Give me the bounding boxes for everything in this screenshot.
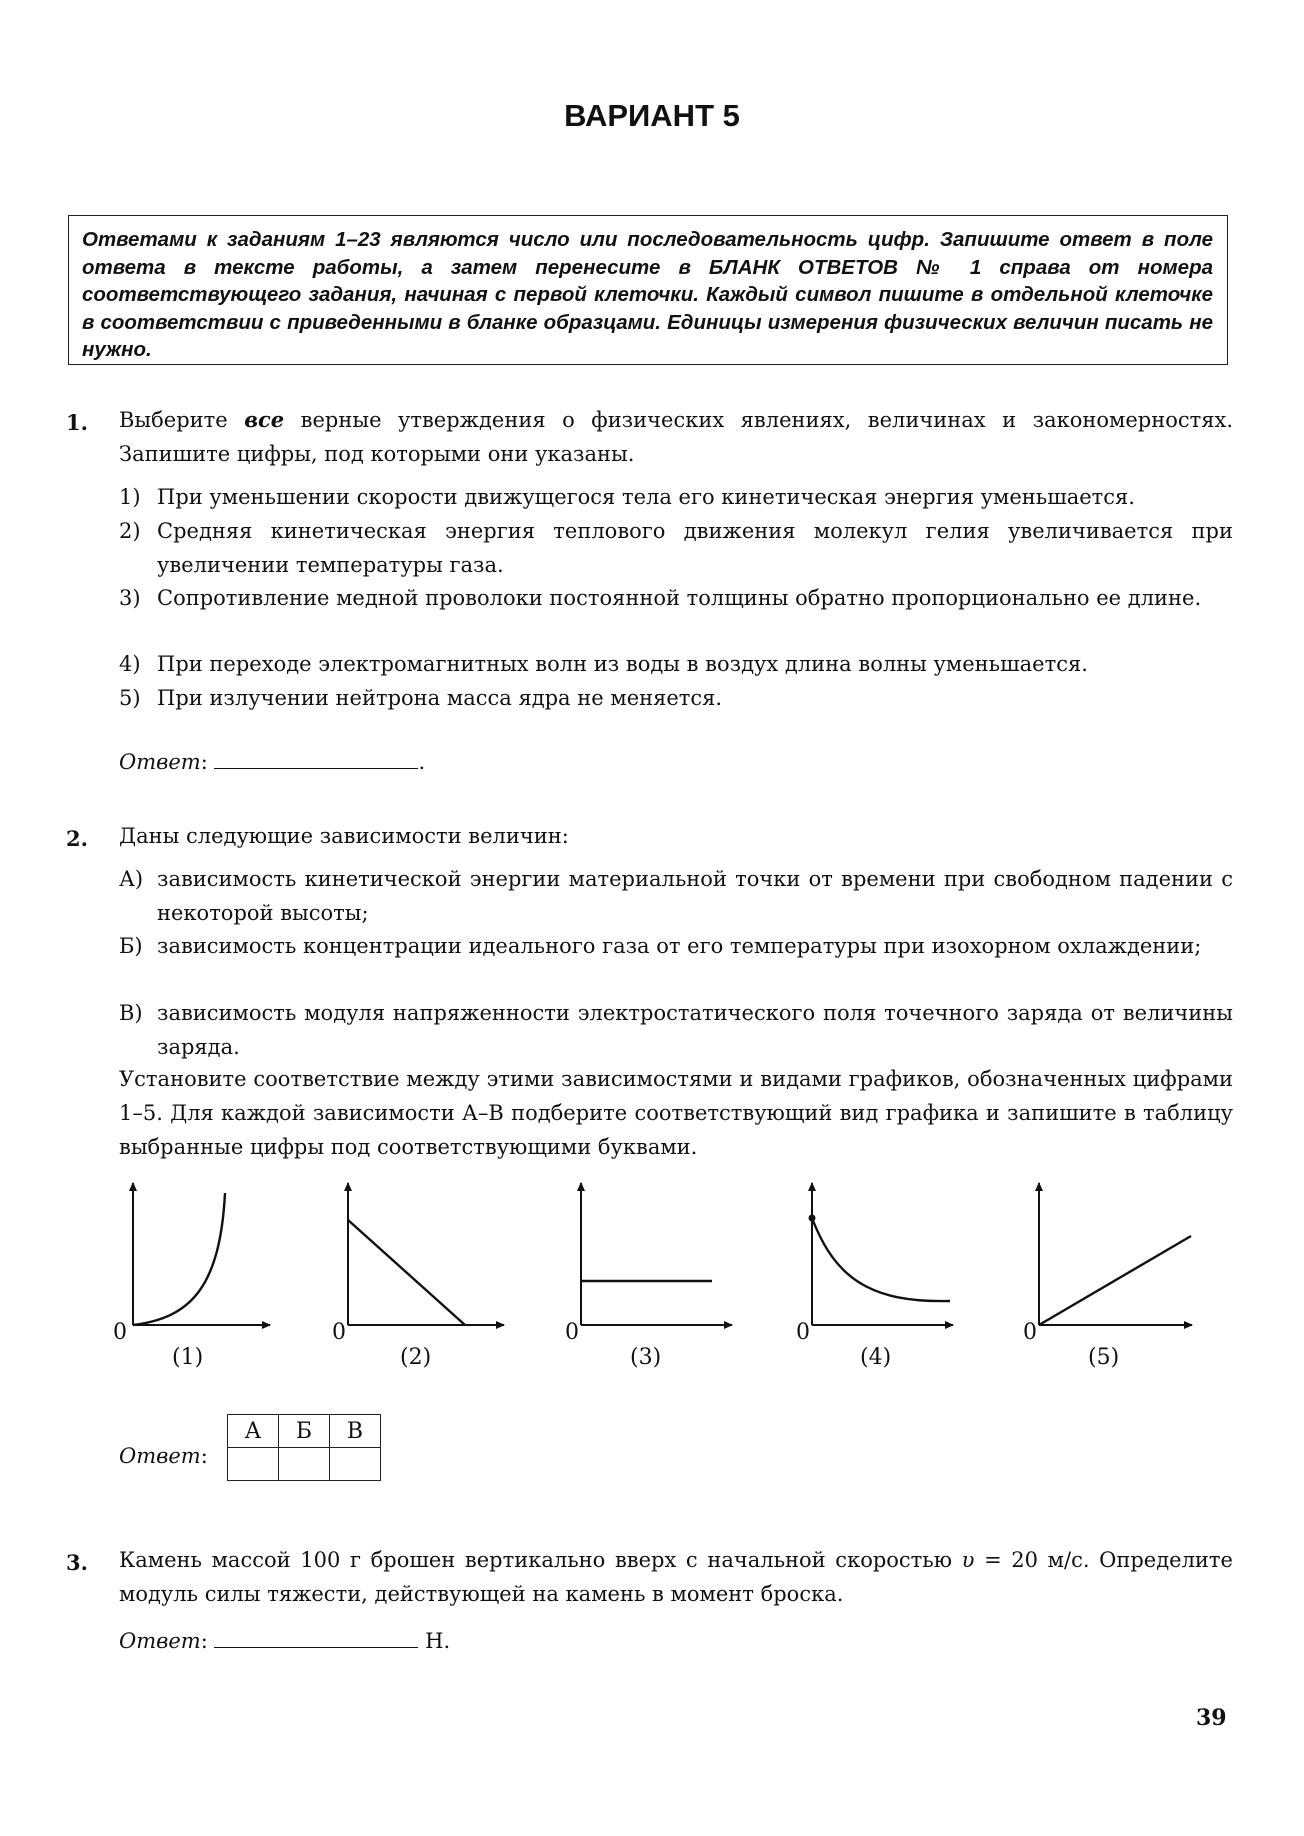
graph-2 [348, 1183, 504, 1325]
answer-cell-c[interactable] [330, 1448, 381, 1481]
task-1-item-2: 2) Средняя кинетическая энергия теплового движения молекул гелия увеличивается при увеличении температуры газа. [119, 519, 1233, 577]
graph-5-origin: 0 [1023, 1320, 1037, 1345]
task-1-intro: Выберите все верные утверждения о физических явлениях, величинах и закономерностях. Запишите цифры, под которыми они указаны. [119, 407, 1233, 466]
task-1-number: 1. [66, 410, 88, 435]
task-1-item-1: 1) При уменьшении скорости движущегося тела его кинетическая энергия уменьшается. [119, 485, 1135, 509]
task-2-number: 2. [66, 826, 88, 851]
answer-header-c: В [330, 1415, 381, 1448]
instructions-box: Ответами к заданиям 1–23 являются число или последовательность цифр. Запишите ответ в поле ответа в тексте работы, а затем перенесите в БЛАНК ОТВЕТОВ № 1 справа от номера соответствующего задания, начиная с первой клеточки. Каждый символ пишите в отдельной клеточке в соответствии с приведенными в бланке образцами. Единицы измерения физических величин писать не нужно. [68, 215, 1228, 365]
answer-header-a: А [228, 1415, 279, 1448]
task-3-answer-blank[interactable] [214, 1625, 418, 1648]
task-2-graphs [100, 1168, 1230, 1358]
task-2-item-b: Б) зависимость концентрации идеального газа от его температуры при изохорном охлаждении; [119, 934, 1202, 958]
task-2-answer-label: Ответ: [119, 1444, 208, 1468]
task-1-item-3: 3) Сопротивление медной проволоки постоянной толщины обратно пропорционально ее длине. [119, 586, 1202, 610]
graph-2-label: (2) [400, 1345, 432, 1370]
graph-4-label: (4) [860, 1345, 892, 1370]
task-3-text: Камень массой 100 г брошен вертикально вверх с начальной скоростью υ = 20 м/с. Определите модуль силы тяжести, действующей на камень в момент броска. [119, 1548, 1233, 1606]
graph-3-label: (3) [630, 1345, 662, 1370]
task-3-answer-line: Ответ: Н. [119, 1625, 450, 1653]
answer-cell-a[interactable] [228, 1448, 279, 1481]
graph-4-origin: 0 [796, 1320, 810, 1345]
graph-5 [1039, 1183, 1192, 1325]
graph-5-label: (5) [1088, 1345, 1120, 1370]
task-2-item-c: В) зависимость модуля напряженности электростатического поля точечного заряда от величины заряда. [119, 1001, 1233, 1059]
task-2-item-a: А) зависимость кинетической энергии материальной точки от времени при свободном падении с некоторой высоты; [119, 867, 1233, 925]
graph-2-origin: 0 [332, 1320, 346, 1345]
task-2-answer-table [227, 1414, 381, 1481]
graph-1 [133, 1183, 270, 1325]
task-3-answer-unit: Н. [425, 1629, 451, 1653]
graph-1-origin: 0 [113, 1320, 127, 1345]
task-1-intro-emphasis: все [244, 407, 285, 432]
velocity-symbol: υ [961, 1548, 975, 1572]
graph-1-curve [133, 1193, 225, 1325]
graph-4 [809, 1183, 954, 1325]
answer-header-b: Б [279, 1415, 330, 1448]
task-1-item-4: 4) При переходе электромагнитных волн из воды в воздух длина волны уменьшается. [119, 652, 1088, 676]
task-1-item-5: 5) При излучении нейтрона масса ядра не меняется. [119, 686, 723, 710]
graph-2-line [348, 1220, 465, 1325]
graph-3-origin: 0 [565, 1320, 579, 1345]
task-3-number: 3. [66, 1550, 88, 1575]
task-2-intro: Даны следующие зависимости величин: [119, 824, 569, 848]
graph-4-start-point [809, 1215, 816, 1222]
page-title: ВАРИАНТ 5 [564, 98, 740, 133]
graph-5-line [1039, 1236, 1191, 1325]
graph-1-label: (1) [172, 1345, 204, 1370]
task-2-instruction: Установите соответствие между этими зависимостями и видами графиков, обозначенных цифрами 1–5. Для каждой зависимости А–В подберите соответствующий вид графика и запишите в таблицу выбранные цифры под соответствующими буквами. [119, 1067, 1233, 1159]
task-1-answer-blank[interactable] [214, 746, 418, 769]
task-1-answer-line: Ответ: . [119, 746, 425, 774]
page-number: 39 [1196, 1705, 1227, 1731]
graph-3 [581, 1183, 732, 1325]
answer-cell-b[interactable] [279, 1448, 330, 1481]
graph-4-curve [812, 1218, 950, 1301]
